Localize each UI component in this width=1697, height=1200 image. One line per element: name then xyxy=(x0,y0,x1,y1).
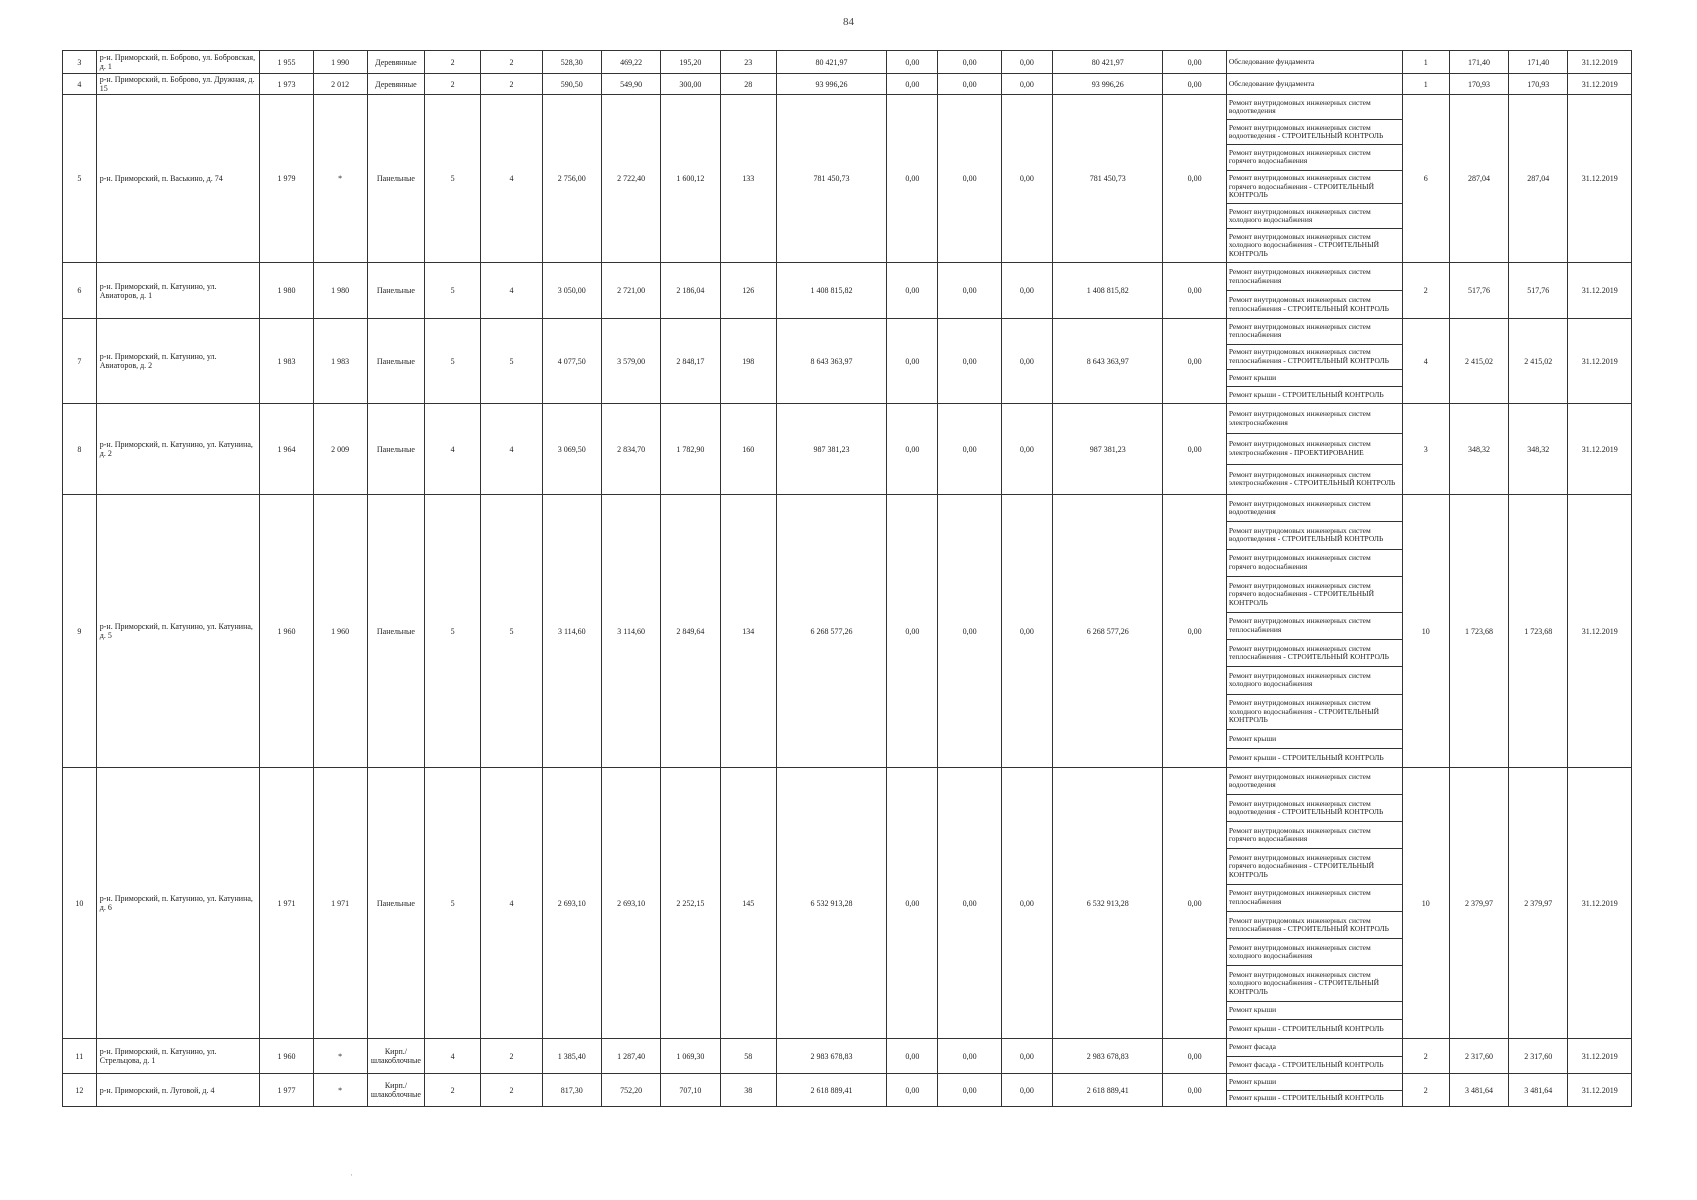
table-row xyxy=(63,74,1632,95)
works-cell xyxy=(1226,51,1402,74)
works-cell xyxy=(1226,74,1402,95)
row-number: 9 xyxy=(63,495,97,768)
work-item: Ремонт внутридомовых инженерных систем водоотведения - СТРОИТЕЛЬНЫЙ КОНТРОЛЬ xyxy=(1227,795,1402,822)
works-count-cell: 2 xyxy=(1402,1039,1449,1074)
residential-area-cell: 707,10 xyxy=(661,1074,720,1107)
owners-funds-cell: 93 996,26 xyxy=(1052,74,1162,95)
works-count-cell: 6 xyxy=(1402,95,1449,263)
work-item: Ремонт внутридомовых инженерных систем горячего водоснабжения - СТРОИТЕЛЬНЫЙ КОНТРОЛЬ xyxy=(1227,171,1402,205)
work-item: Ремонт внутридомовых инженерных систем теплоснабжения xyxy=(1227,263,1402,291)
year-built-cell: 1 964 xyxy=(260,404,313,495)
work-item: Ремонт внутридомовых инженерных систем водоотведения xyxy=(1227,768,1402,795)
floors-cell: 4 xyxy=(425,1039,481,1074)
wall-material-cell: Кирп./шлакоблочные xyxy=(367,1074,424,1107)
unit-cost-cell: 517,76 xyxy=(1449,263,1508,319)
deadline-cell: 31.12.2019 xyxy=(1568,1039,1632,1074)
entrances-cell: 4 xyxy=(481,404,542,495)
wall-material-cell: Панельные xyxy=(367,95,424,263)
table-row xyxy=(63,1039,1632,1074)
fund-cell: 0,00 xyxy=(938,1039,1001,1074)
area-cell: 2 834,70 xyxy=(601,404,660,495)
work-item: Ремонт крыши - СТРОИТЕЛЬНЫЙ КОНТРОЛЬ xyxy=(1228,752,1384,762)
address-cell: р-н. Приморский, п. Катунино, ул. Стрельцова, д. 1 xyxy=(96,1039,260,1074)
page-number: 84 xyxy=(843,16,854,28)
total-area-cell: 3 050,00 xyxy=(542,263,601,319)
wall-material-cell: Панельные xyxy=(367,319,424,404)
work-item: Ремонт внутридомовых инженерных систем электроснабжения xyxy=(1227,404,1402,434)
works-cell xyxy=(1226,95,1402,263)
fund-cell: 0,00 xyxy=(938,74,1001,95)
floors-cell: 2 xyxy=(425,51,481,74)
work-item: Ремонт крыши xyxy=(1227,370,1402,387)
fund-cell: 0,00 xyxy=(887,768,938,1039)
other-funds-cell: 0,00 xyxy=(1163,74,1226,95)
fund-cell: 0,00 xyxy=(938,263,1001,319)
total-cost-cell: 80 421,97 xyxy=(776,51,886,74)
area-cell: 1 287,40 xyxy=(601,1039,660,1074)
work-item: Ремонт внутридомовых инженерных систем водоотведения xyxy=(1227,495,1402,522)
work-item: Ремонт крыши xyxy=(1227,1002,1402,1021)
area-cell: 2 693,10 xyxy=(601,768,660,1039)
residential-area-cell: 195,20 xyxy=(661,51,720,74)
table-row xyxy=(63,319,1632,404)
unit-cost-cell: 287,04 xyxy=(1449,95,1508,263)
year-renovation-cell: 2 009 xyxy=(313,404,367,495)
floors-cell: 4 xyxy=(425,404,481,495)
wall-material-cell: Деревянные xyxy=(367,51,424,74)
works-count-cell: 3 xyxy=(1402,404,1449,495)
owners-funds-cell: 781 450,73 xyxy=(1052,95,1162,263)
other-funds-cell: 0,00 xyxy=(1163,263,1226,319)
unit-cost-max-cell: 2 317,60 xyxy=(1509,1039,1568,1074)
total-area-cell: 1 385,40 xyxy=(542,1039,601,1074)
residents-cell: 38 xyxy=(720,1074,776,1107)
entrances-cell: 4 xyxy=(481,95,542,263)
row-number: 3 xyxy=(63,51,97,74)
table-row xyxy=(63,95,1632,263)
other-funds-cell: 0,00 xyxy=(1163,319,1226,404)
fund-cell: 0,00 xyxy=(1001,1039,1052,1074)
table-row xyxy=(63,51,1632,74)
total-cost-cell: 2 618 889,41 xyxy=(776,1074,886,1107)
unit-cost-cell: 170,93 xyxy=(1449,74,1508,95)
area-cell: 3 114,60 xyxy=(601,495,660,768)
total-cost-cell: 8 643 363,97 xyxy=(776,319,886,404)
residential-area-cell: 1 600,12 xyxy=(661,95,720,263)
residents-cell: 126 xyxy=(720,263,776,319)
deadline-cell: 31.12.2019 xyxy=(1568,263,1632,319)
residential-area-cell: 2 849,64 xyxy=(661,495,720,768)
fund-cell: 0,00 xyxy=(1001,404,1052,495)
works-count-cell: 10 xyxy=(1402,495,1449,768)
total-cost-cell: 6 532 913,28 xyxy=(776,768,886,1039)
work-item: Ремонт внутридомовых инженерных систем водоотведения - СТРОИТЕЛЬНЫЙ КОНТРОЛЬ xyxy=(1227,522,1402,549)
total-area-cell: 4 077,50 xyxy=(542,319,601,404)
work-item: Ремонт внутридомовых инженерных систем холодного водоснабжения xyxy=(1227,939,1402,966)
residential-area-cell: 1 069,30 xyxy=(661,1039,720,1074)
year-built-cell: 1 973 xyxy=(260,74,313,95)
total-area-cell: 3 114,60 xyxy=(542,495,601,768)
year-renovation-cell: 1 971 xyxy=(313,768,367,1039)
total-cost-cell: 781 450,73 xyxy=(776,95,886,263)
total-cost-cell: 6 268 577,26 xyxy=(776,495,886,768)
works-cell xyxy=(1226,1074,1402,1107)
total-area-cell: 590,50 xyxy=(542,74,601,95)
owners-funds-cell: 2 983 678,83 xyxy=(1052,1039,1162,1074)
year-built-cell: 1 960 xyxy=(260,1039,313,1074)
work-item: Ремонт фасада - СТРОИТЕЛЬНЫЙ КОНТРОЛЬ xyxy=(1228,1059,1384,1069)
year-built-cell: 1 977 xyxy=(260,1074,313,1107)
works-count-cell: 4 xyxy=(1402,319,1449,404)
floors-cell: 5 xyxy=(425,319,481,404)
residents-cell: 145 xyxy=(720,768,776,1039)
address-cell: р-н. Приморский, п. Боброво, ул. Дружная, д. 15 xyxy=(96,74,260,95)
repair-program-table xyxy=(62,50,1632,1107)
work-item: Ремонт внутридомовых инженерных систем электроснабжения - ПРОЕКТИРОВАНИЕ xyxy=(1227,434,1402,464)
table-row xyxy=(63,495,1632,768)
scan-mark: · xyxy=(350,1170,353,1180)
fund-cell: 0,00 xyxy=(887,1074,938,1107)
residents-cell: 198 xyxy=(720,319,776,404)
work-item: Ремонт внутридомовых инженерных систем холодного водоснабжения xyxy=(1227,204,1402,229)
work-item: Ремонт внутридомовых инженерных систем теплоснабжения xyxy=(1227,319,1402,345)
year-built-cell: 1 960 xyxy=(260,495,313,768)
work-item: Ремонт внутридомовых инженерных систем теплоснабжения - СТРОИТЕЛЬНЫЙ КОНТРОЛЬ xyxy=(1227,912,1402,939)
residential-area-cell: 300,00 xyxy=(661,74,720,95)
residential-area-cell: 1 782,90 xyxy=(661,404,720,495)
work-item: Обследование фундамента xyxy=(1228,78,1315,88)
year-built-cell: 1 971 xyxy=(260,768,313,1039)
fund-cell: 0,00 xyxy=(1001,74,1052,95)
work-item: Ремонт фасада xyxy=(1227,1039,1402,1057)
unit-cost-cell: 348,32 xyxy=(1449,404,1508,495)
area-cell: 752,20 xyxy=(601,1074,660,1107)
fund-cell: 0,00 xyxy=(1001,495,1052,768)
work-item: Ремонт внутридомовых инженерных систем холодного водоснабжения - СТРОИТЕЛЬНЫЙ КОНТРОЛЬ xyxy=(1227,966,1402,1002)
total-area-cell: 528,30 xyxy=(542,51,601,74)
year-renovation-cell: 1 980 xyxy=(313,263,367,319)
wall-material-cell: Панельные xyxy=(367,263,424,319)
table-row xyxy=(63,1074,1632,1107)
unit-cost-cell: 2 317,60 xyxy=(1449,1039,1508,1074)
total-cost-cell: 987 381,23 xyxy=(776,404,886,495)
wall-material-cell: Кирп./шлакоблочные xyxy=(367,1039,424,1074)
work-item: Ремонт внутридомовых инженерных систем теплоснабжения - СТРОИТЕЛЬНЫЙ КОНТРОЛЬ xyxy=(1227,640,1402,667)
fund-cell: 0,00 xyxy=(938,404,1001,495)
unit-cost-max-cell: 517,76 xyxy=(1509,263,1568,319)
entrances-cell: 4 xyxy=(481,768,542,1039)
address-cell: р-н. Приморский, п. Катунино, ул. Авиаторов, д. 1 xyxy=(96,263,260,319)
fund-cell: 0,00 xyxy=(938,495,1001,768)
address-cell: р-н. Приморский, п. Боброво, ул. Бобровская, д. 1 xyxy=(96,51,260,74)
fund-cell: 0,00 xyxy=(1001,95,1052,263)
wall-material-cell: Панельные xyxy=(367,768,424,1039)
work-item: Ремонт внутридомовых инженерных систем горячего водоснабжения xyxy=(1227,550,1402,577)
fund-cell: 0,00 xyxy=(1001,51,1052,74)
table-row xyxy=(63,404,1632,495)
owners-funds-cell: 6 532 913,28 xyxy=(1052,768,1162,1039)
fund-cell: 0,00 xyxy=(887,404,938,495)
entrances-cell: 2 xyxy=(481,1074,542,1107)
entrances-cell: 5 xyxy=(481,319,542,404)
year-built-cell: 1 983 xyxy=(260,319,313,404)
work-item: Ремонт внутридомовых инженерных систем холодного водоснабжения - СТРОИТЕЛЬНЫЙ КОНТРОЛЬ xyxy=(1227,695,1402,731)
wall-material-cell: Панельные xyxy=(367,495,424,768)
owners-funds-cell: 2 618 889,41 xyxy=(1052,1074,1162,1107)
unit-cost-max-cell: 171,40 xyxy=(1509,51,1568,74)
residents-cell: 28 xyxy=(720,74,776,95)
floors-cell: 2 xyxy=(425,74,481,95)
other-funds-cell: 0,00 xyxy=(1163,51,1226,74)
deadline-cell: 31.12.2019 xyxy=(1568,51,1632,74)
address-cell: р-н. Приморский, п. Катунино, ул. Катунина, д. 2 xyxy=(96,404,260,495)
area-cell: 2 721,00 xyxy=(601,263,660,319)
other-funds-cell: 0,00 xyxy=(1163,768,1226,1039)
row-number: 10 xyxy=(63,768,97,1039)
wall-material-cell: Деревянные xyxy=(367,74,424,95)
work-item: Ремонт крыши - СТРОИТЕЛЬНЫЙ КОНТРОЛЬ xyxy=(1228,1093,1384,1102)
other-funds-cell: 0,00 xyxy=(1163,1039,1226,1074)
works-cell xyxy=(1226,495,1402,768)
table-row xyxy=(63,263,1632,319)
address-cell: р-н. Приморский, п. Луговой, д. 4 xyxy=(96,1074,260,1107)
owners-funds-cell: 8 643 363,97 xyxy=(1052,319,1162,404)
deadline-cell: 31.12.2019 xyxy=(1568,95,1632,263)
fund-cell: 0,00 xyxy=(938,1074,1001,1107)
unit-cost-max-cell: 2 415,02 xyxy=(1509,319,1568,404)
works-count-cell: 1 xyxy=(1402,51,1449,74)
other-funds-cell: 0,00 xyxy=(1163,95,1226,263)
fund-cell: 0,00 xyxy=(887,95,938,263)
work-item: Ремонт внутридомовых инженерных систем холодного водоснабжения - СТРОИТЕЛЬНЫЙ КОНТРОЛЬ xyxy=(1228,231,1380,258)
deadline-cell: 31.12.2019 xyxy=(1568,495,1632,768)
year-renovation-cell: 1 983 xyxy=(313,319,367,404)
year-built-cell: 1 980 xyxy=(260,263,313,319)
unit-cost-cell: 3 481,64 xyxy=(1449,1074,1508,1107)
deadline-cell: 31.12.2019 xyxy=(1568,768,1632,1039)
work-item: Ремонт крыши xyxy=(1227,1074,1402,1091)
total-cost-cell: 93 996,26 xyxy=(776,74,886,95)
deadline-cell: 31.12.2019 xyxy=(1568,319,1632,404)
row-number: 6 xyxy=(63,263,97,319)
work-item: Ремонт внутридомовых инженерных систем теплоснабжения xyxy=(1227,613,1402,640)
row-number: 5 xyxy=(63,95,97,263)
address-cell: р-н. Приморский, п. Васькино, д. 74 xyxy=(96,95,260,263)
fund-cell: 0,00 xyxy=(938,319,1001,404)
unit-cost-cell: 2 415,02 xyxy=(1449,319,1508,404)
owners-funds-cell: 987 381,23 xyxy=(1052,404,1162,495)
other-funds-cell: 0,00 xyxy=(1163,404,1226,495)
work-item: Ремонт крыши xyxy=(1227,730,1402,749)
unit-cost-max-cell: 1 723,68 xyxy=(1509,495,1568,768)
row-number: 11 xyxy=(63,1039,97,1074)
area-cell: 549,90 xyxy=(601,74,660,95)
other-funds-cell: 0,00 xyxy=(1163,1074,1226,1107)
residents-cell: 133 xyxy=(720,95,776,263)
owners-funds-cell: 80 421,97 xyxy=(1052,51,1162,74)
address-cell: р-н. Приморский, п. Катунино, ул. Авиаторов, д. 2 xyxy=(96,319,260,404)
row-number: 12 xyxy=(63,1074,97,1107)
unit-cost-max-cell: 348,32 xyxy=(1509,404,1568,495)
owners-funds-cell: 6 268 577,26 xyxy=(1052,495,1162,768)
work-item: Ремонт внутридомовых инженерных систем теплоснабжения - СТРОИТЕЛЬНЫЙ КОНТРОЛЬ xyxy=(1227,345,1402,371)
fund-cell: 0,00 xyxy=(887,1039,938,1074)
works-cell xyxy=(1226,319,1402,404)
unit-cost-max-cell: 170,93 xyxy=(1509,74,1568,95)
floors-cell: 5 xyxy=(425,263,481,319)
address-cell: р-н. Приморский, п. Катунино, ул. Катунина, д. 5 xyxy=(96,495,260,768)
residents-cell: 23 xyxy=(720,51,776,74)
owners-funds-cell: 1 408 815,82 xyxy=(1052,263,1162,319)
residents-cell: 134 xyxy=(720,495,776,768)
entrances-cell: 4 xyxy=(481,263,542,319)
year-renovation-cell: 1 990 xyxy=(313,51,367,74)
total-cost-cell: 1 408 815,82 xyxy=(776,263,886,319)
total-area-cell: 817,30 xyxy=(542,1074,601,1107)
work-item: Ремонт внутридомовых инженерных систем холодного водоснабжения xyxy=(1227,667,1402,694)
unit-cost-max-cell: 287,04 xyxy=(1509,95,1568,263)
works-count-cell: 10 xyxy=(1402,768,1449,1039)
unit-cost-max-cell: 2 379,97 xyxy=(1509,768,1568,1039)
works-count-cell: 2 xyxy=(1402,1074,1449,1107)
unit-cost-cell: 1 723,68 xyxy=(1449,495,1508,768)
work-item: Ремонт внутридомовых инженерных систем электроснабжения - СТРОИТЕЛЬНЫЙ КОНТРОЛЬ xyxy=(1228,469,1396,488)
unit-cost-max-cell: 3 481,64 xyxy=(1509,1074,1568,1107)
work-item: Ремонт внутридомовых инженерных систем горячего водоснабжения - СТРОИТЕЛЬНЫЙ КОНТРОЛЬ xyxy=(1227,849,1402,885)
residential-area-cell: 2 252,15 xyxy=(661,768,720,1039)
total-area-cell: 2 693,10 xyxy=(542,768,601,1039)
works-cell xyxy=(1226,404,1402,495)
work-item: Ремонт внутридомовых инженерных систем горячего водоснабжения - СТРОИТЕЛЬНЫЙ КОНТРОЛЬ xyxy=(1227,577,1402,613)
residents-cell: 58 xyxy=(720,1039,776,1074)
table-row xyxy=(63,768,1632,1039)
fund-cell: 0,00 xyxy=(1001,768,1052,1039)
year-renovation-cell: * xyxy=(313,1039,367,1074)
total-cost-cell: 2 983 678,83 xyxy=(776,1039,886,1074)
area-cell: 2 722,40 xyxy=(601,95,660,263)
area-cell: 469,22 xyxy=(601,51,660,74)
work-item: Ремонт внутридомовых инженерных систем горячего водоснабжения xyxy=(1227,145,1402,170)
residents-cell: 160 xyxy=(720,404,776,495)
year-built-cell: 1 955 xyxy=(260,51,313,74)
works-count-cell: 2 xyxy=(1402,263,1449,319)
entrances-cell: 2 xyxy=(481,74,542,95)
year-built-cell: 1 979 xyxy=(260,95,313,263)
fund-cell: 0,00 xyxy=(887,51,938,74)
deadline-cell: 31.12.2019 xyxy=(1568,404,1632,495)
unit-cost-cell: 171,40 xyxy=(1449,51,1508,74)
fund-cell: 0,00 xyxy=(887,495,938,768)
work-item: Ремонт внутридомовых инженерных систем горячего водоснабжения xyxy=(1227,822,1402,849)
other-funds-cell: 0,00 xyxy=(1163,495,1226,768)
year-renovation-cell: 2 012 xyxy=(313,74,367,95)
deadline-cell: 31.12.2019 xyxy=(1568,1074,1632,1107)
work-item: Ремонт внутридомовых инженерных систем водоотведения xyxy=(1227,95,1402,120)
entrances-cell: 2 xyxy=(481,51,542,74)
works-cell xyxy=(1226,263,1402,319)
wall-material-cell: Панельные xyxy=(367,404,424,495)
floors-cell: 5 xyxy=(425,95,481,263)
year-renovation-cell: * xyxy=(313,95,367,263)
year-renovation-cell: 1 960 xyxy=(313,495,367,768)
fund-cell: 0,00 xyxy=(938,95,1001,263)
work-item: Обследование фундамента xyxy=(1228,56,1315,66)
area-cell: 3 579,00 xyxy=(601,319,660,404)
work-item: Ремонт крыши - СТРОИТЕЛЬНЫЙ КОНТРОЛЬ xyxy=(1228,1023,1384,1033)
works-count-cell: 1 xyxy=(1402,74,1449,95)
works-cell xyxy=(1226,768,1402,1039)
work-item: Ремонт внутридомовых инженерных систем теплоснабжения xyxy=(1227,885,1402,912)
entrances-cell: 5 xyxy=(481,495,542,768)
row-number: 7 xyxy=(63,319,97,404)
unit-cost-cell: 2 379,97 xyxy=(1449,768,1508,1039)
total-area-cell: 3 069,50 xyxy=(542,404,601,495)
row-number: 8 xyxy=(63,404,97,495)
floors-cell: 5 xyxy=(425,495,481,768)
works-cell xyxy=(1226,1039,1402,1074)
year-renovation-cell: * xyxy=(313,1074,367,1107)
work-item: Ремонт крыши - СТРОИТЕЛЬНЫЙ КОНТРОЛЬ xyxy=(1228,389,1384,399)
total-area-cell: 2 756,00 xyxy=(542,95,601,263)
fund-cell: 0,00 xyxy=(1001,263,1052,319)
work-item: Ремонт внутридомовых инженерных систем водоотведения - СТРОИТЕЛЬНЫЙ КОНТРОЛЬ xyxy=(1227,120,1402,145)
fund-cell: 0,00 xyxy=(887,319,938,404)
floors-cell: 5 xyxy=(425,768,481,1039)
residential-area-cell: 2 848,17 xyxy=(661,319,720,404)
entrances-cell: 2 xyxy=(481,1039,542,1074)
residential-area-cell: 2 186,04 xyxy=(661,263,720,319)
fund-cell: 0,00 xyxy=(1001,319,1052,404)
fund-cell: 0,00 xyxy=(1001,1074,1052,1107)
work-item: Ремонт внутридомовых инженерных систем теплоснабжения - СТРОИТЕЛЬНЫЙ КОНТРОЛЬ xyxy=(1228,295,1389,313)
fund-cell: 0,00 xyxy=(887,74,938,95)
row-number: 4 xyxy=(63,74,97,95)
fund-cell: 0,00 xyxy=(938,768,1001,1039)
fund-cell: 0,00 xyxy=(887,263,938,319)
fund-cell: 0,00 xyxy=(938,51,1001,74)
deadline-cell: 31.12.2019 xyxy=(1568,74,1632,95)
floors-cell: 2 xyxy=(425,1074,481,1107)
address-cell: р-н. Приморский, п. Катунино, ул. Катунина, д. 6 xyxy=(96,768,260,1039)
